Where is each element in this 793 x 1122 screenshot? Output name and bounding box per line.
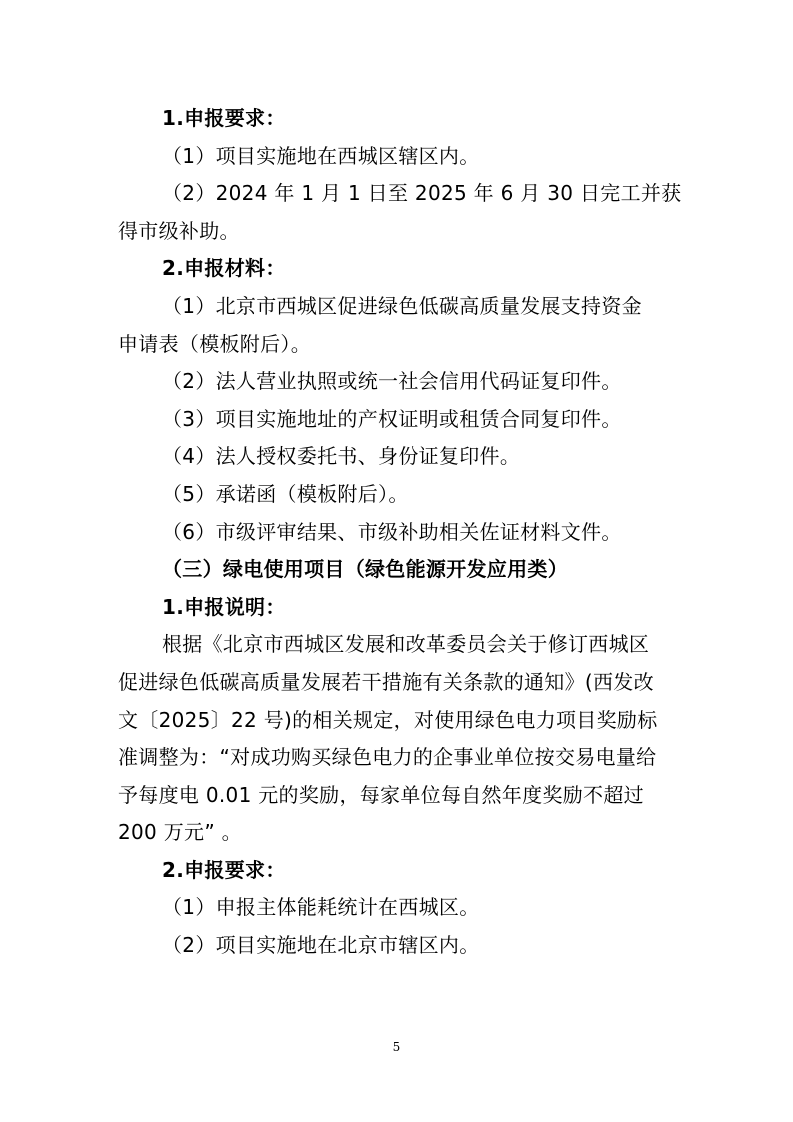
text-line: 文〔2025〕22 号)的相关规定，对使用绿色电力项目奖励标 — [118, 707, 658, 732]
text-line: （1）项目实施地在西城区辖区内。 — [162, 143, 480, 168]
text-line: （2）法人营业执照或统一社会信用代码证复印件。 — [162, 369, 622, 394]
text-line: （1）北京市西城区促进绿色低碳高质量发展支持资金 — [162, 293, 642, 318]
section-heading: 2.申报要求： — [162, 857, 286, 882]
section-heading: 2.申报材料： — [162, 256, 286, 281]
section-heading: （三）绿电使用项目（绿色能源开发应用类） — [162, 557, 568, 582]
text-line: （1）申报主体能耗统计在西城区。 — [162, 895, 480, 920]
text-line: （3）项目实施地址的产权证明或租赁合同复印件。 — [162, 406, 622, 431]
section-heading: 1.申报说明： — [162, 594, 286, 619]
text-line: 促进绿色低碳高质量发展若干措施有关条款的通知》(西发改 — [118, 669, 654, 694]
text-line: 200 万元” 。 — [118, 820, 242, 845]
text-line: （6）市级评审结果、市级补助相关佐证材料文件。 — [162, 519, 622, 544]
text-line: 根据《北京市西城区发展和改革委员会关于修订西城区 — [162, 632, 650, 657]
text-line: 准调整为：“对成功购买绿色电力的企事业单位按交易电量给 — [118, 745, 657, 770]
text-line: （2）2024 年 1 月 1 日至 2025 年 6 月 30 日完工并获 — [162, 181, 682, 206]
text-line: 予每度电 0.01 元的奖励，每家单位每自然年度奖励不超过 — [118, 782, 644, 807]
body-text — [118, 100, 682, 965]
text-line: 得市级补助。 — [118, 218, 240, 243]
text-line: （2）项目实施地在北京市辖区内。 — [162, 933, 480, 958]
page-number: 5 — [392, 1040, 401, 1054]
text-line: （4）法人授权委托书、身份证复印件。 — [162, 444, 521, 469]
section-heading: 1.申报要求： — [162, 106, 286, 130]
text-line: （5）承诺函（模板附后）。 — [162, 481, 409, 506]
text-line: 申请表（模板附后）。 — [118, 331, 311, 356]
